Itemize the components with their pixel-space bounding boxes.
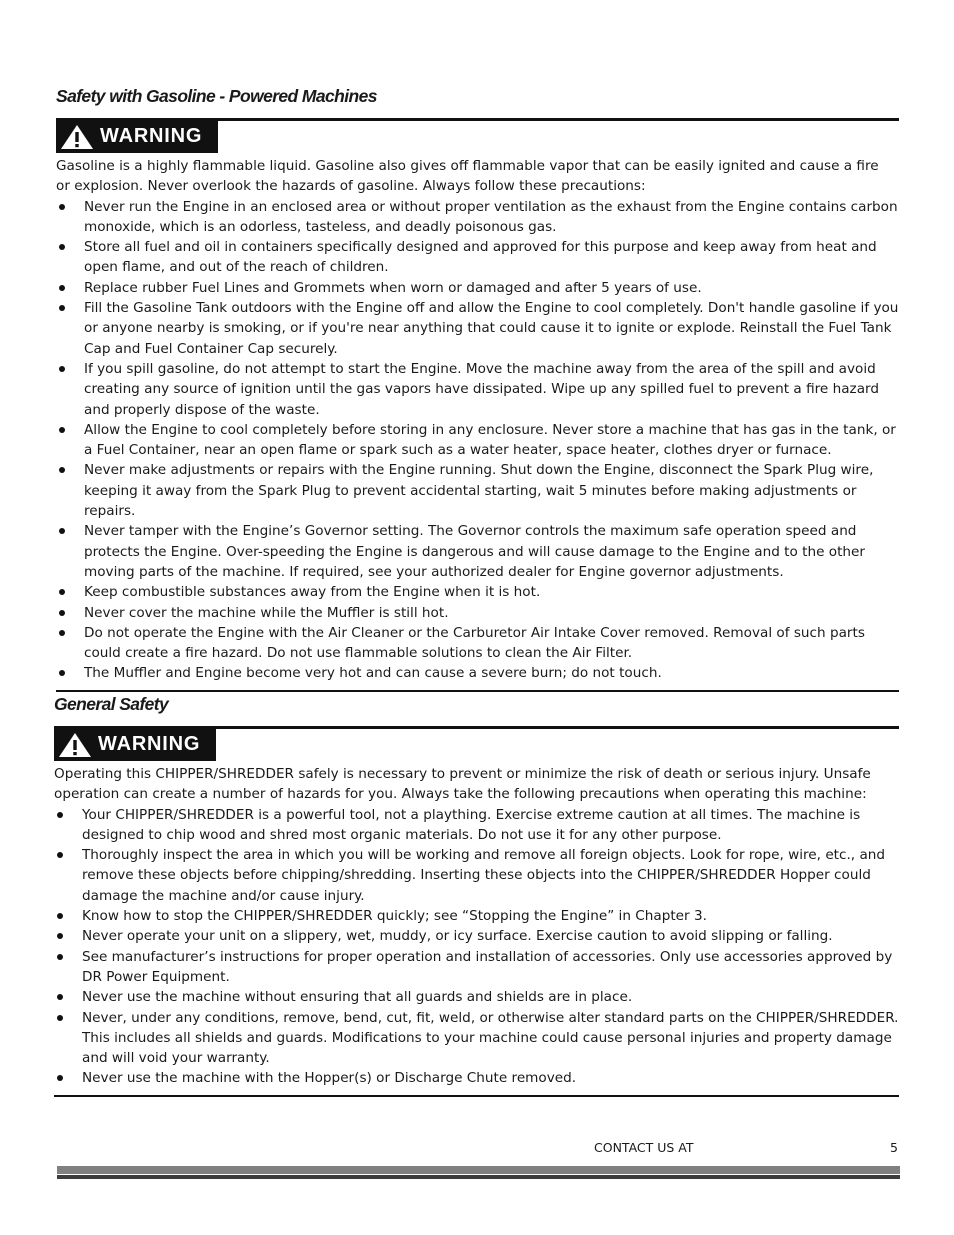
list-item-text: Never tamper with the Engine’s Governor setting. The Governor controls the maximum safe operation speed and protects the Engine. Over-speeding the Engine is dangerous and will cause damage to the Engine and to the other moving parts of the machine. If required, see your authorized dealer for Engine governor adjustments. <box>84 523 865 580</box>
list-item <box>56 623 899 664</box>
list-item <box>54 805 899 846</box>
warning-tab <box>56 120 218 153</box>
section-title: General Safety <box>54 694 169 714</box>
list-item-text: Fill the Gasoline Tank outdoors with the Engine off and allow the Engine to cool completely. Don't handle gasoline if you or anyone nearby is smoking, or if you're near anything that could cause it to ignite or explode. Reinstall the Fuel Tank Cap and Fuel Container Cap securely. <box>84 300 899 357</box>
list-item-text: Know how to stop the CHIPPER/SHREDDER quickly; see “Stopping the Engine” in Chapter 3. <box>82 908 707 925</box>
bullet-icon <box>59 204 65 210</box>
list-item-text: Do not operate the Engine with the Air Cleaner or the Carburetor Air Intake Cover removed. Removal of such parts could create a fire hazard. Do not use flammable solutions to clean the Air Filter. <box>84 624 865 662</box>
list-item-text: If you spill gasoline, do not attempt to start the Engine. Move the machine away from the area of the spill and avoid creating any source of ignition until the gas vapors have dissipated. Wipe up any spilled fuel to prevent a fire hazard and properly dispose of the waste. <box>84 360 880 418</box>
list-item <box>54 926 899 946</box>
warning-bar <box>54 726 899 760</box>
bullet-icon <box>57 954 63 960</box>
list-item-text: See manufacturer’s instructions for proper operation and installation of accessories. Only use accessories approved by DR Power Equipment. <box>82 948 893 985</box>
bullet-icon <box>57 1015 63 1021</box>
list-item-text: Your CHIPPER/SHREDDER is a powerful tool, not a plaything. Exercise extreme caution at all times. The machine is designed to chip wood and shred most organic materials. Do not use it for any other purpose. <box>82 806 861 843</box>
bullet-icon <box>59 670 65 676</box>
intro-paragraph: Gasoline is a highly flammable liquid. Gasoline also gives off flammable vapor that can be easily ignited and cause a fire or explosion. Never overlook the hazards of gasoline. Always follow these precautions: <box>56 158 879 195</box>
warning-bar <box>56 118 899 152</box>
page-number: 5 <box>890 1140 898 1155</box>
list-item <box>56 237 899 278</box>
footer-bar-shadow <box>57 1175 900 1179</box>
list-item <box>54 845 899 906</box>
warning-triangle-icon <box>60 124 94 150</box>
list-item <box>56 460 899 521</box>
list-item <box>54 987 899 1007</box>
bullet-icon <box>59 528 65 534</box>
footer-contact: CONTACT US AT <box>594 1140 694 1155</box>
bullet-icon <box>57 1075 63 1081</box>
bullet-icon <box>59 467 65 473</box>
bullet-icon <box>59 427 65 433</box>
list-item-text: Never cover the machine while the Muffler is still hot. <box>84 604 449 621</box>
warning-label: WARNING <box>100 125 203 147</box>
list-item <box>56 582 899 602</box>
list-item <box>54 1008 899 1069</box>
list-item <box>56 197 899 238</box>
bullet-icon <box>57 913 63 919</box>
general-safety-section <box>54 692 899 1097</box>
list-item-text: Keep combustible substances away from the Engine when it is hot. <box>84 584 541 601</box>
warning-tab <box>54 728 216 761</box>
list-item <box>56 663 899 683</box>
gasoline-safety-section <box>56 84 899 692</box>
warning-triangle-icon <box>58 732 92 758</box>
bullet-icon <box>59 589 65 595</box>
footer-bar <box>57 1166 900 1174</box>
list-item-text: Replace rubber Fuel Lines and Grommets when worn or damaged and after 5 years of use. <box>84 279 702 296</box>
list-item <box>56 298 899 359</box>
list-item-text: Never make adjustments or repairs with the Engine running. Shut down the Engine, disconnect the Spark Plug wire, keeping it away from the Spark Plug to prevent accidental starting, wait 5 minutes before making adjustments or repairs. <box>84 462 874 520</box>
section-divider <box>54 1095 899 1097</box>
precaution-list <box>54 805 899 1089</box>
list-item-text: Never run the Engine in an enclosed area or without proper ventilation as the exhaust from the Engine contains carbon monoxide, which is an odorless, tasteless, and deadly poisonous gas. <box>84 198 898 235</box>
list-item-text: Never operate your unit on a slippery, wet, muddy, or icy surface. Exercise caution to avoid slipping or falling. <box>82 928 833 945</box>
bullet-icon <box>57 812 63 818</box>
bullet-icon <box>59 285 65 291</box>
intro-paragraph: Operating this CHIPPER/SHREDDER safely is necessary to prevent or minimize the risk of death or serious injury. Unsafe operation can create a number of hazards for you. Always take the following precautions when operating this machine: <box>54 766 871 803</box>
bullet-icon <box>59 244 65 250</box>
list-item-text: Never use the machine with the Hopper(s) or Discharge Chute removed. <box>82 1070 577 1087</box>
bullet-icon <box>59 630 65 636</box>
bullet-icon <box>57 994 63 1000</box>
bullet-icon <box>59 305 65 311</box>
list-item-text: The Muffler and Engine become very hot and can cause a severe burn; do not touch. <box>84 665 662 682</box>
bullet-icon <box>57 933 63 939</box>
list-item <box>56 278 899 298</box>
section-title: Safety with Gasoline - Powered Machines <box>56 86 377 106</box>
list-item-text: Store all fuel and oil in containers specifically designed and approved for this purpose and keep away from heat and open flame, and out of the reach of children. <box>84 239 877 276</box>
bullet-icon <box>57 852 63 858</box>
list-item-text: Never, under any conditions, remove, bend, cut, fit, weld, or otherwise alter standard parts on the CHIPPER/SHREDDER. This includes all shields and guards. Modifications to your machine could cause personal injuries and property damage and will void your warranty. <box>82 1009 899 1067</box>
warning-label: WARNING <box>98 733 201 755</box>
list-item <box>54 947 899 988</box>
list-item <box>54 1068 899 1088</box>
list-item <box>56 521 899 582</box>
precaution-list <box>56 197 899 684</box>
list-item <box>56 359 899 420</box>
list-item-text: Never use the machine without ensuring that all guards and shields are in place. <box>82 989 633 1006</box>
bullet-icon <box>59 610 65 616</box>
bullet-icon <box>59 366 65 372</box>
list-item-text: Allow the Engine to cool completely before storing in any enclosure. Never store a machine that has gas in the tank, or a Fuel Container, near an open flame or spark such as a water heater, space heater, clothes dryer or furnace. <box>84 421 896 459</box>
list-item-text: Thoroughly inspect the area in which you will be working and remove all foreign objects. Look for rope, wire, etc., and remove these objects before chipping/shredding. Inserting these objects into the CHIPPER/SHREDDER Hopper could damage the machine and/or cause injury. <box>82 847 886 904</box>
list-item <box>56 420 899 461</box>
list-item <box>56 603 899 623</box>
list-item <box>54 906 899 926</box>
